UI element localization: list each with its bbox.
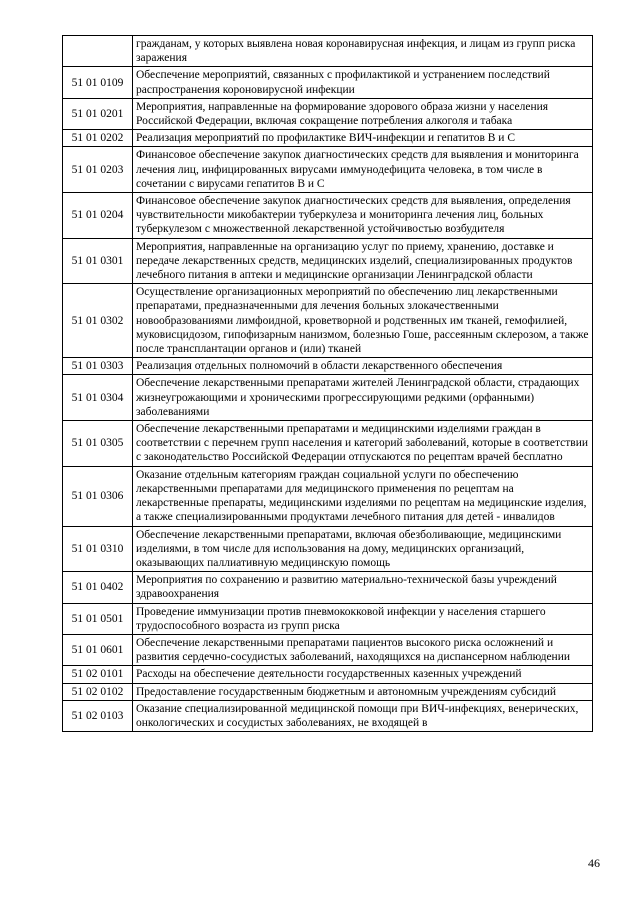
row-description: Обеспечение лекарственными препаратами пациентов высокого риска осложнений и развития сердечно-сосудистых заболеваний, находящихся на диспансерном наблюдении: [133, 634, 593, 665]
row-description: Оказание специализированной медицинской помощи при ВИЧ-инфекциях, венерических, онкологических и сосудистых заболеваниях, не входящей в: [133, 700, 593, 731]
row-code: 51 01 0310: [63, 526, 133, 572]
row-code: 51 02 0101: [63, 666, 133, 683]
row-code: 51 01 0601: [63, 634, 133, 665]
row-code: 51 01 0301: [63, 238, 133, 284]
table-body: [63, 36, 593, 732]
table-row: [63, 603, 593, 634]
row-code: 51 01 0303: [63, 358, 133, 375]
row-description: Обеспечение лекарственными препаратами, включая обезболивающие, медицинскими изделиями, в том числе для использования на дому, медицинских организаций, оказывающих паллиативную медицинскую помощь: [133, 526, 593, 572]
row-description: Мероприятия по сохранению и развитию материально-технической базы учреждений здравоохранения: [133, 572, 593, 603]
row-code: 51 01 0109: [63, 67, 133, 98]
row-description: Оказание отдельным категориям граждан социальной услуги по обеспечению лекарственными препаратами для медицинского применения по рецептам на лекарственные препараты, медицинскими изделиями по рецептам на медицинские изделия, а также специализированными продуктами лечебного питания для детей - инвалидов: [133, 466, 593, 526]
table-row: [63, 147, 593, 193]
row-description: Предоставление государственным бюджетным и автономным учреждениям субсидий: [133, 683, 593, 700]
row-description: Обеспечение мероприятий, связанных с профилактикой и устранением последствий распространения короновирусной инфекции: [133, 67, 593, 98]
row-code: 51 01 0204: [63, 193, 133, 239]
row-description: Обеспечение лекарственными препаратами и медицинскими изделиями граждан в соответствии с перечнем групп населения и категорий заболеваний, которые в соответствии с законодательство Российской Федерации отпускаются по рецептам врачей бесплатно: [133, 421, 593, 467]
row-description: Мероприятия, направленные на организацию услуг по приему, хранению, доставке и передаче лекарственных средств, медицинских изделий, специализированных продуктов лечебного питания в аптеки и медицинские организации Ленинградской области: [133, 238, 593, 284]
table-row: [63, 375, 593, 421]
row-code: 51 01 0201: [63, 98, 133, 129]
table-row: [63, 634, 593, 665]
table-row: [63, 358, 593, 375]
row-code: [63, 36, 133, 67]
table-row: [63, 238, 593, 284]
table-row: [63, 466, 593, 526]
table-row: [63, 130, 593, 147]
table-row: [63, 666, 593, 683]
table-row: [63, 284, 593, 358]
row-code: 51 02 0103: [63, 700, 133, 731]
page-number: 46: [588, 856, 600, 870]
row-description: гражданам, у которых выявлена новая коронавирусная инфекция, и лицам из групп риска заражения: [133, 36, 593, 67]
budget-codes-table: [62, 35, 593, 732]
row-code: 51 01 0202: [63, 130, 133, 147]
row-description: Проведение иммунизации против пневмококковой инфекции у населения старшего трудоспособного возраста из групп риска: [133, 603, 593, 634]
row-code: 51 01 0402: [63, 572, 133, 603]
row-code: 51 01 0305: [63, 421, 133, 467]
row-description: Реализация отдельных полномочий в области лекарственного обеспечения: [133, 358, 593, 375]
row-code: 51 01 0304: [63, 375, 133, 421]
table-row: [63, 98, 593, 129]
table-row: [63, 67, 593, 98]
row-code: 51 01 0306: [63, 466, 133, 526]
row-description: Финансовое обеспечение закупок диагностических средств для выявления, определения чувствительности микобактерии туберкулеза и мониторинга лечения лиц, больных туберкулезом с множественной лекарственной устойчивостью возбудителя: [133, 193, 593, 239]
row-description: Финансовое обеспечение закупок диагностических средств для выявления и мониторинга лечения лиц, инфицированных вирусами иммунодефицита человека, в том числе в сочетании с вирусами гепатитов В и С: [133, 147, 593, 193]
row-description: Реализация мероприятий по профилактике ВИЧ-инфекции и гепатитов В и С: [133, 130, 593, 147]
table-row: [63, 421, 593, 467]
table-row: [63, 526, 593, 572]
row-description: Мероприятия, направленные на формирование здорового образа жизни у населения Российской Федерации, включая сокращение потребления алкоголя и табака: [133, 98, 593, 129]
table-row: [63, 36, 593, 67]
row-description: Обеспечение лекарственными препаратами жителей Ленинградской области, страдающих жизнеугрожающими и хроническими прогрессирующими редкими (орфанными) заболеваниями: [133, 375, 593, 421]
row-description: Осуществление организационных мероприятий по обеспечению лиц лекарственными препаратами, предназначенными для лечения больных злокачественными новообразованиями лимфоидной, кроветворной и родственных им тканей, гемофилией, муковисцидозом, гипофизарным нанизмом, болезнью Гоше, рассеянным склерозом, а также после трансплантации органов и (или) тканей: [133, 284, 593, 358]
table-row: [63, 700, 593, 731]
table-row: [63, 193, 593, 239]
row-code: 51 02 0102: [63, 683, 133, 700]
row-code: 51 01 0203: [63, 147, 133, 193]
row-code: 51 01 0501: [63, 603, 133, 634]
row-code: 51 01 0302: [63, 284, 133, 358]
row-description: Расходы на обеспечение деятельности государственных казенных учреждений: [133, 666, 593, 683]
table-row: [63, 572, 593, 603]
table-row: [63, 683, 593, 700]
